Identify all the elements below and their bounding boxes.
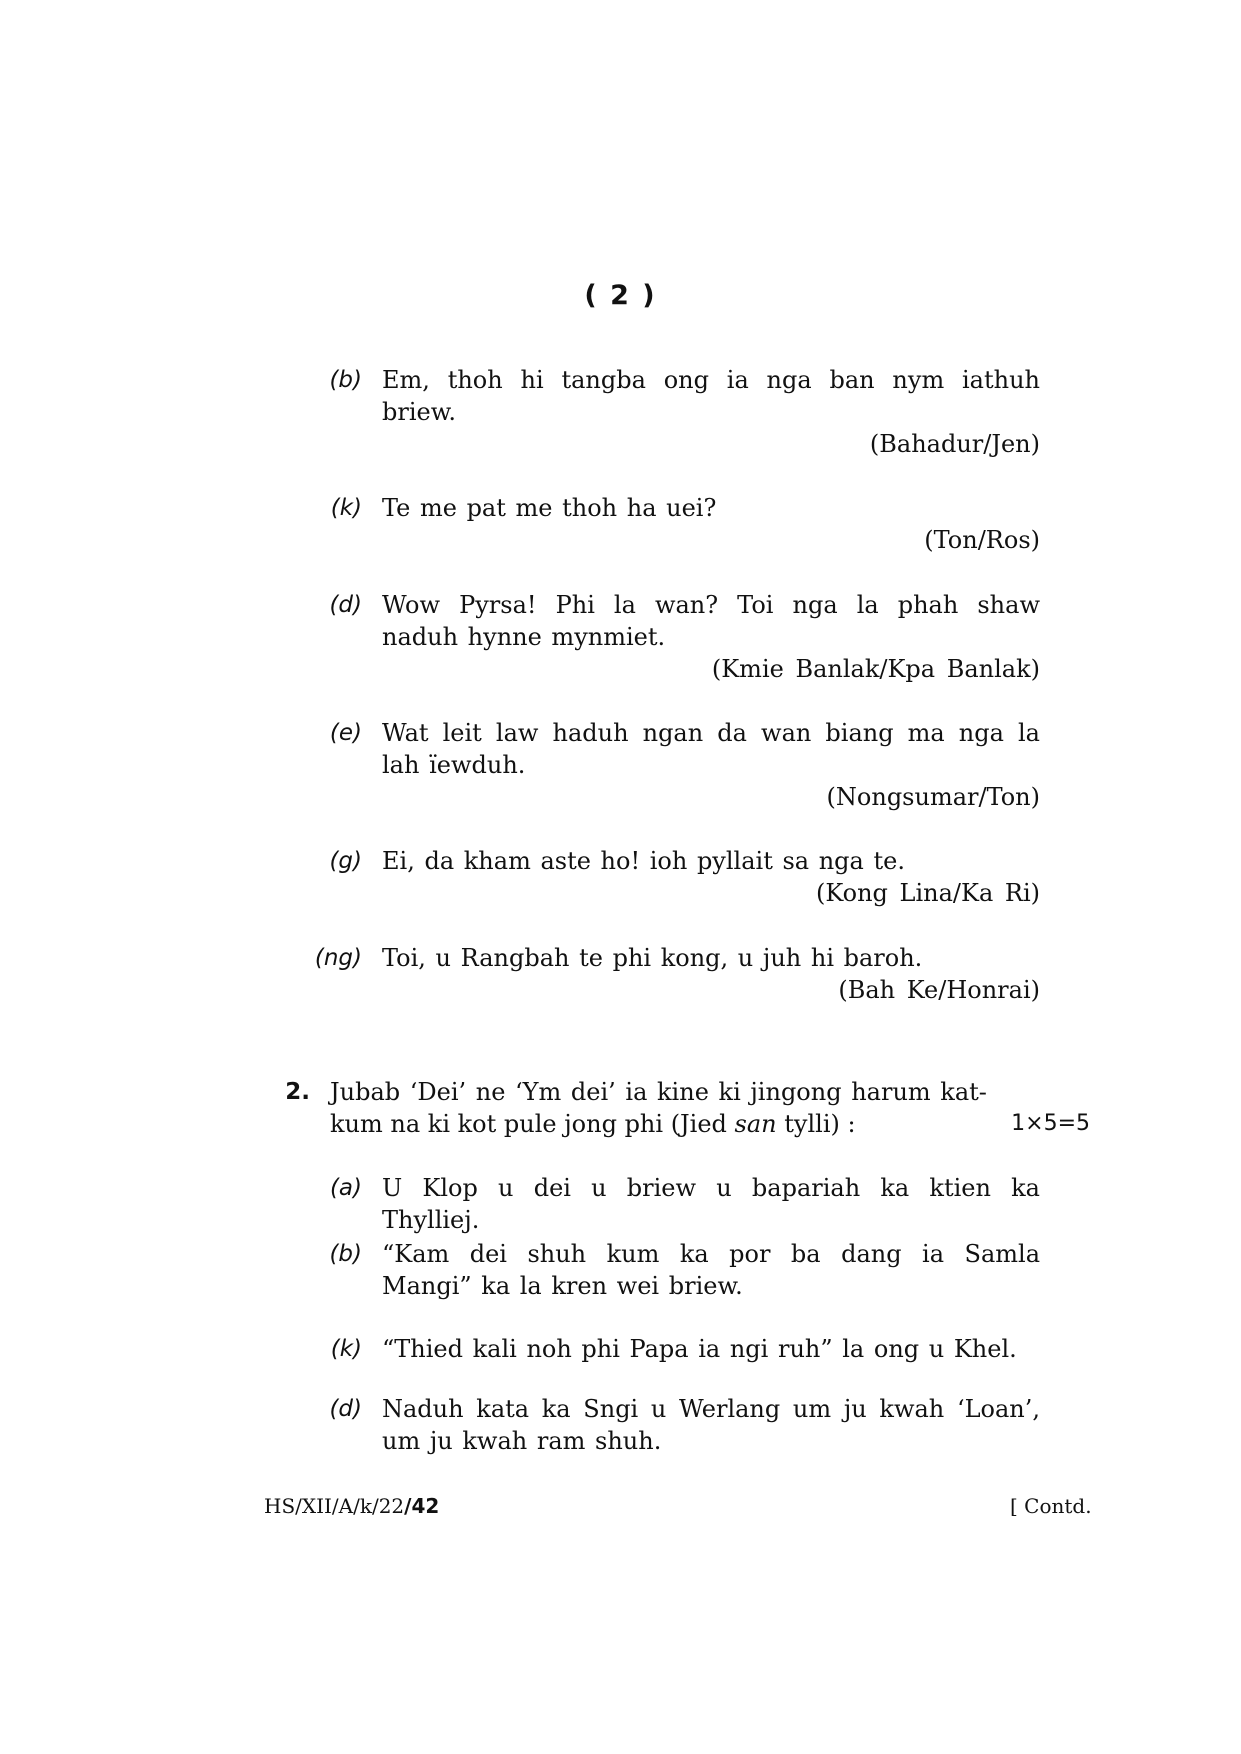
q2-item-d <box>300 1393 1040 1457</box>
item-label: (ng) <box>314 945 362 971</box>
item-speakers: (Nongsumar/Ton) <box>826 783 1040 811</box>
item-speakers: (Bah Ke/Honrai) <box>838 976 1040 1004</box>
instruction-text-end: tylli) : <box>776 1110 856 1138</box>
q2-item-k <box>300 1333 1040 1365</box>
item-text: Wow Pyrsa! Phi la wan? Toi nga la phah shaw naduh hynne mynmiet. <box>382 591 1040 651</box>
question-2 <box>280 1076 1090 1140</box>
item-label: (k) <box>330 495 362 521</box>
q2-item-a <box>300 1172 1040 1236</box>
item-text: Naduh kata ka Sngi u Werlang um ju kwah ‘Loan’, um ju kwah ram shuh. <box>382 1395 1040 1455</box>
item-label: (d) <box>329 1396 362 1422</box>
q2-item-b <box>300 1238 1040 1302</box>
item-text: “Thied kali noh phi Papa ia ngi ruh” la ong u Khel. <box>382 1335 1017 1363</box>
item-label: (a) <box>329 1175 362 1201</box>
paper-code-prefix: HS/XII/A/k/22 <box>264 1494 405 1518</box>
item-text: Te me pat me thoh ha uei? <box>382 494 717 522</box>
item-label: (g) <box>329 848 362 874</box>
q1-item-g <box>300 845 1040 909</box>
q1-item-d <box>300 589 1040 685</box>
paper-code <box>264 1494 439 1518</box>
item-text: Ei, da kham aste ho! ioh pyllait sa nga te. <box>382 847 905 875</box>
item-label: (b) <box>329 1241 362 1267</box>
q1-item-ng <box>300 942 1040 1006</box>
question-number: 2. <box>285 1079 310 1105</box>
item-label: (d) <box>329 592 362 618</box>
item-speakers: (Ton/Ros) <box>924 526 1040 554</box>
question-marks: 1×5=5 <box>1011 1111 1090 1136</box>
item-text: U Klop u dei u briew u bapariah ka ktien ka Thylliej. <box>382 1174 1040 1234</box>
question-instruction-line1: Jubab ‘Dei’ ne ‘Ym dei’ ia kine ki jingong harum kat- <box>330 1078 987 1106</box>
item-speakers: (Kmie Banlak/Kpa Banlak) <box>711 655 1040 683</box>
item-label: (e) <box>329 720 362 746</box>
paper-code-suffix: /42 <box>404 1494 440 1518</box>
item-text: Toi, u Rangbah te phi kong, u juh hi baroh. <box>382 944 923 972</box>
q1-item-b <box>300 364 1040 460</box>
item-text: Em, thoh hi tangba ong ia nga ban nym iathuh briew. <box>382 366 1040 426</box>
continued-note: [ Contd. <box>1010 1494 1092 1518</box>
item-label: (b) <box>329 367 362 393</box>
q1-item-k <box>300 492 1040 556</box>
q1-item-e <box>300 717 1040 813</box>
page-number: ( 2 ) <box>584 280 657 311</box>
item-text: “Kam dei shuh kum ka por ba dang ia Samla Mangi” ka la kren wei briew. <box>382 1240 1040 1300</box>
instruction-text: kum na ki kot pule jong phi (Jied <box>330 1110 735 1138</box>
item-text: Wat leit law haduh ngan da wan biang ma nga la lah ïewduh. <box>382 719 1040 779</box>
question-instruction-line2 <box>330 1108 1090 1140</box>
item-label: (k) <box>330 1336 362 1362</box>
item-speakers: (Bahadur/Jen) <box>869 430 1040 458</box>
instruction-italic: san <box>734 1110 777 1138</box>
item-speakers: (Kong Lina/Ka Ri) <box>816 879 1040 907</box>
